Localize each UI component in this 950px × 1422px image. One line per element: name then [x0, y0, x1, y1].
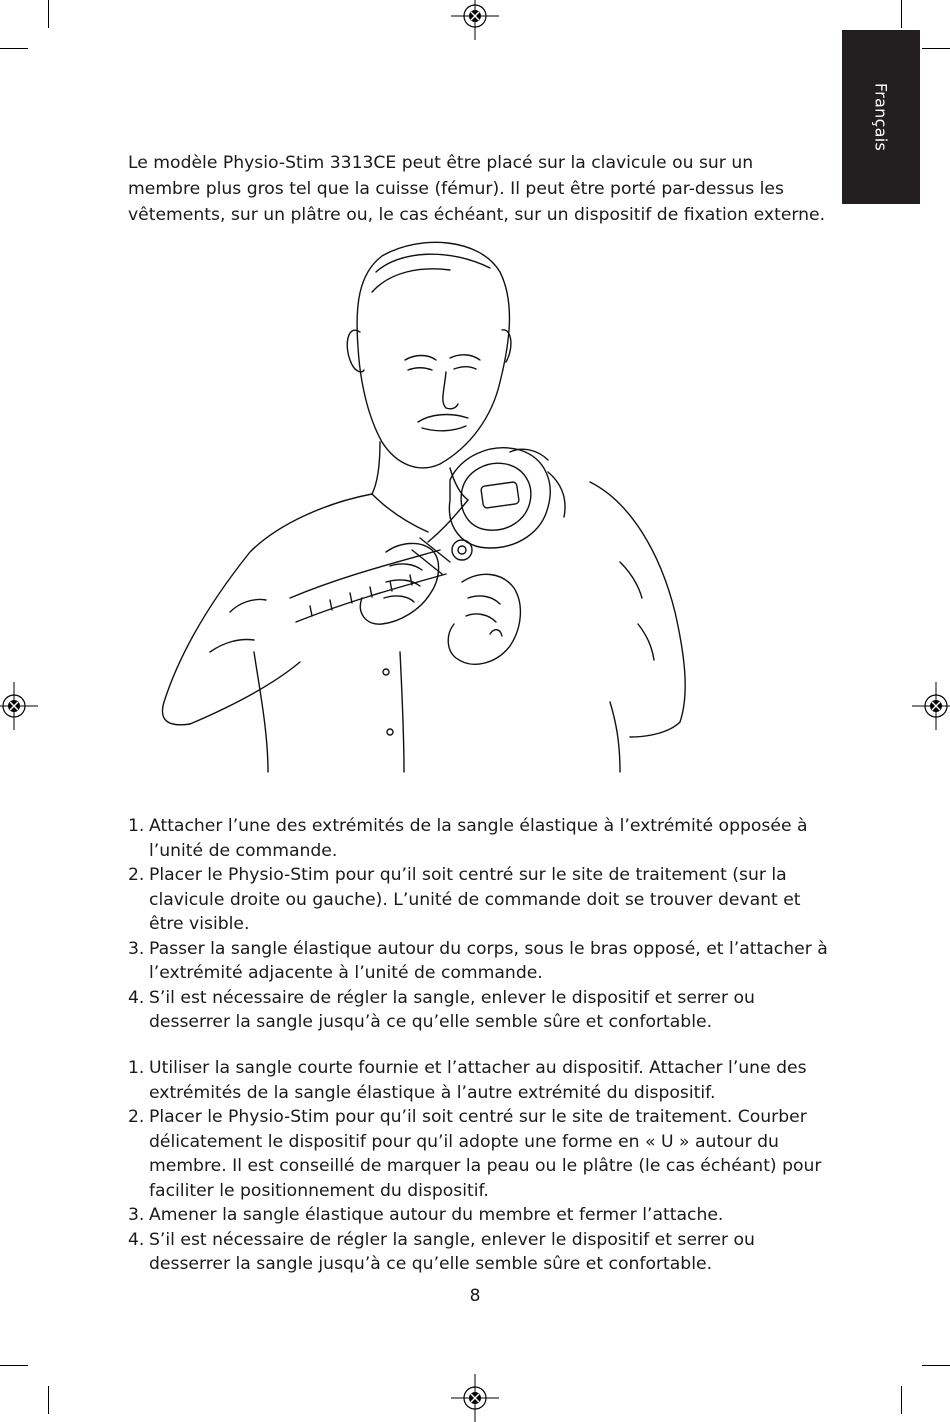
- intro-paragraph: Le modèle Physio-Stim 3313CE peut être placé sur la clavicule ou sur un membre plus gros tel que la cuisse (fémur). Il peut être porté par-dessus les vêtements, sur un plâtre ou, le cas échéant, sur un dispositif de fixation externe.: [128, 153, 826, 225]
- list-item: 4. S’il est nécessaire de régler la sangle, enlever le dispositif et serrer ou desserrer la sangle jusqu’à ce qu’elle semble sûre et confortable.: [128, 1229, 755, 1274]
- crop-mark: [48, 0, 49, 28]
- language-tab-label: Français: [871, 82, 891, 152]
- clavicle-steps-list: [128, 814, 828, 1035]
- list-item: 1. Attacher l’une des extrémités de la sangle élastique à l’extrémité opposée à l’unité de commande.: [128, 816, 808, 861]
- registration-mark-icon: [912, 682, 950, 730]
- registration-mark-icon: [0, 682, 38, 730]
- limb-steps-list: [128, 1056, 828, 1277]
- registration-mark-icon: [451, 1374, 499, 1422]
- list-item: 3. Passer la sangle élastique autour du corps, sous le bras opposé, et l’attacher à l’extrémité adjacente à l’unité de commande.: [128, 938, 828, 983]
- crop-mark: [0, 48, 28, 49]
- crop-mark: [48, 1386, 49, 1414]
- list-item: 2. Placer le Physio-Stim pour qu’il soit centré sur le site de traitement (sur la clavicule droite ou gauche). L’unité de commande doit se trouver devant et être visible.: [128, 865, 801, 934]
- crop-mark: [922, 1365, 950, 1366]
- page-number: 8: [469, 1286, 481, 1306]
- crop-mark: [901, 1386, 902, 1414]
- list-item: 4. S’il est nécessaire de régler la sangle, enlever le dispositif et serrer ou desserrer la sangle jusqu’à ce qu’elle semble sûre et confortable.: [128, 987, 755, 1032]
- list-item: 3. Amener la sangle élastique autour du membre et fermer l’attache.: [128, 1205, 724, 1225]
- crop-mark: [901, 0, 902, 28]
- list-item: 1. Utiliser la sangle courte fournie et l’attacher au dispositif. Attacher l’une des extrémités de la sangle élastique à l’autre extrémité du dispositif.: [128, 1058, 807, 1103]
- list-item: 2. Placer le Physio-Stim pour qu’il soit centré sur le site de traitement. Courber délicatement le dispositif pour qu’il adopte une forme en « U » autour du membre. Il est conseillé de marquer la peau ou le plâtre (le cas échéant) pour faciliter le positionnement du dispositif.: [128, 1107, 822, 1201]
- language-tab: [842, 30, 920, 204]
- registration-mark-icon: [451, 0, 499, 40]
- illustration-man-wearing-device: [150, 232, 710, 777]
- crop-mark: [922, 48, 950, 49]
- crop-mark: [0, 1365, 28, 1366]
